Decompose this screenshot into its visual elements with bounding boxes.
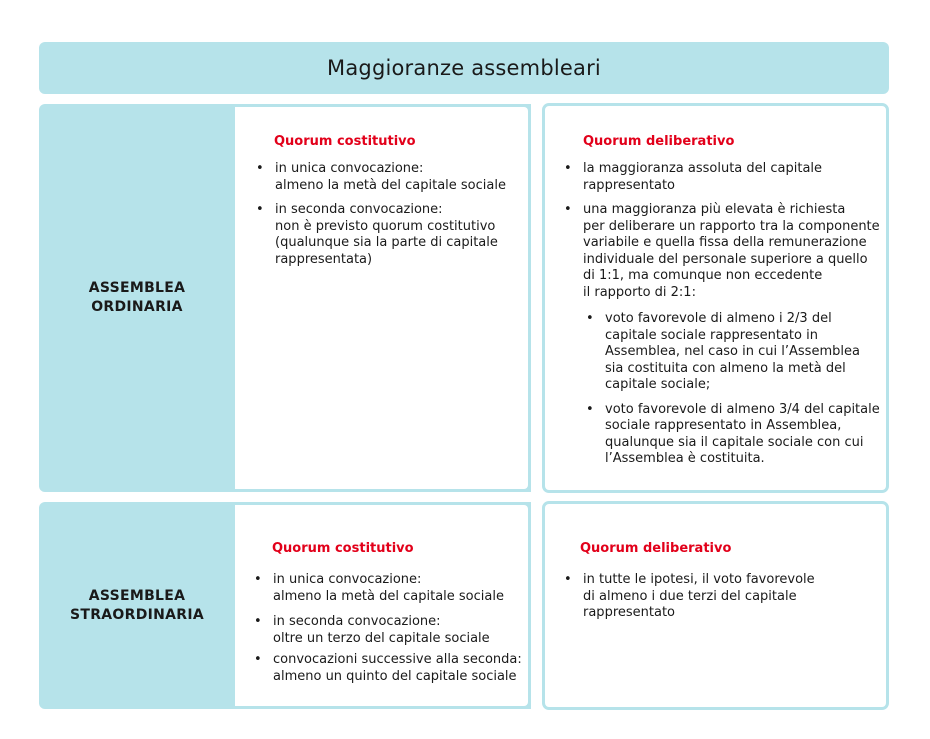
- row-label-line: ASSEMBLEA: [88, 280, 186, 296]
- row-label-line: ORDINARIA: [91, 299, 183, 315]
- panel-title: Quorum deliberativo: [580, 541, 732, 556]
- sub-bullet-list: [586, 311, 883, 468]
- panel-straordinaria-costitutivo: [235, 502, 531, 709]
- list-item: • in tutte le ipotesi, il voto favorevole di almeno i due terzi del capitale rappresentato: [564, 572, 815, 622]
- list-item: • in seconda convocazione: oltre un terzo del capitale sociale: [254, 614, 522, 647]
- bullet-list: [254, 572, 522, 693]
- list-item: • convocazioni successive alla seconda: almeno un quinto del capitale sociale: [254, 652, 522, 685]
- list-item: • una maggioranza più elevata è richiesta per deliberare un rapporto tra la componente variabile e quella fissa della remunerazione individuale del personale superiore a quello di 1:1, ma comunque non eccedente il rapporto di 2:1: • voto favorevole di almeno i 2/3 del capitale sociale rappresentato in Assemblea, nel caso in cui l’Assemblea sia costituita con almeno la metà del capitale sociale; • voto favorevole di almeno 3/4 del capitale sociale rappresentato in Assemblea, qualunque sia il capitale sociale con cui l’Assemblea è costituita.: [564, 202, 880, 468]
- row-label-line: STRAORDINARIA: [69, 606, 205, 623]
- page-title: Maggioranze assembleari: [327, 56, 601, 80]
- title-banner: [39, 42, 889, 94]
- bullet-list: [256, 161, 506, 276]
- panel-straordinaria-deliberativo: [542, 501, 889, 710]
- list-item: • la maggioranza assoluta del capitale rappresentato: [564, 161, 880, 194]
- list-item: • in unica convocazione: almeno la metà del capitale sociale: [254, 572, 522, 605]
- list-item: • voto favorevole di almeno 3/4 del capitale sociale rappresentato in Assemblea, qualunque sia il capitale sociale con cui l’Assemblea è costituita.: [586, 402, 883, 468]
- row-label-ordinaria: [39, 104, 235, 492]
- panel-title: Quorum costitutivo: [274, 134, 416, 149]
- panel-ordinaria-deliberativo: [542, 103, 889, 493]
- list-item: • in unica convocazione: almeno la metà del capitale sociale: [256, 161, 506, 194]
- panel-title: Quorum costitutivo: [272, 541, 414, 556]
- bullet-list: [564, 572, 815, 630]
- panel-title: Quorum deliberativo: [583, 134, 735, 149]
- list-item: • in seconda convocazione: non è previsto quorum costitutivo (qualunque sia la parte di capitale rappresentata): [256, 202, 506, 268]
- row-label-straordinaria: [39, 502, 235, 709]
- row-label-line: ASSEMBLEA: [88, 587, 186, 604]
- list-item: • voto favorevole di almeno i 2/3 del capitale sociale rappresentato in Assemblea, nel caso in cui l’Assemblea sia costituita con almeno la metà del capitale sociale;: [586, 311, 883, 394]
- bullet-list: [564, 161, 880, 476]
- panel-ordinaria-costitutivo: [235, 104, 531, 492]
